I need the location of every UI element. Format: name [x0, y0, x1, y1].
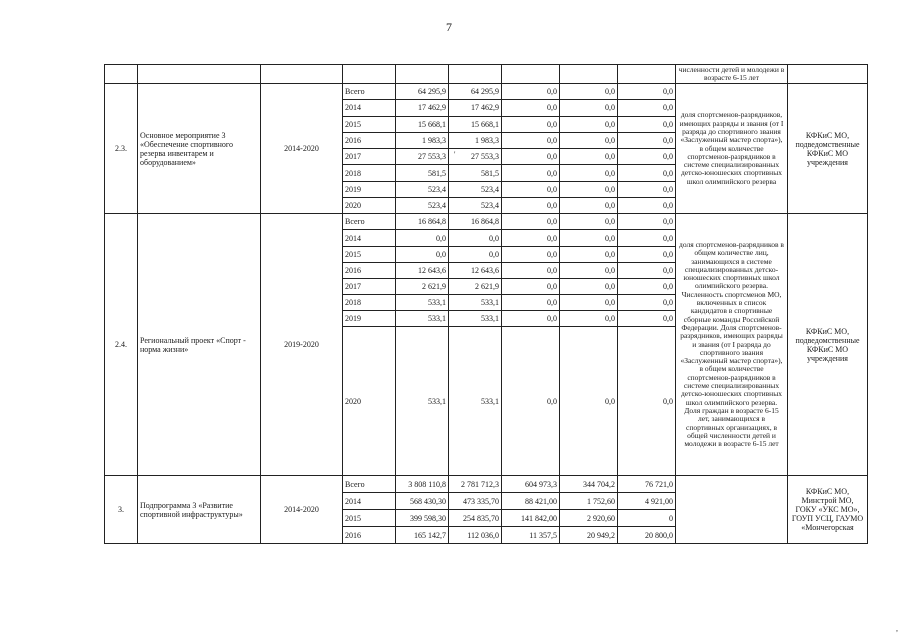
year-cell: 2014	[343, 100, 396, 116]
funding-cell: 0,0	[560, 294, 618, 310]
year-cell: 2020	[343, 327, 396, 476]
funding-cell: 64 295,9	[449, 84, 502, 100]
total-cell: 12 643,6	[396, 262, 449, 278]
funding-cell: 0,0	[502, 100, 560, 116]
year-cell: 2015	[343, 510, 396, 527]
funding-cell: 0,0	[502, 310, 560, 326]
indicator-description: доля спортсменов-разрядников в общем количестве лиц, занимающихся в системе специализированных детско-юношеских спортивных школ олимпийского резерва. Численность спортсменов МО, включенных в список кандидатов в спортивные сборные команды Российской Федерации. Доля спортсменов-разрядников, имеющих разряды и звания (от I разряда до спортивного звания «Заслуженный мастер спорта»), в общем количестве спортсменов-разрядников в системе специализированных детско-юношеских спортивных школ олимпийского резерва. Доля граждан в возрасте 6-15 лет, занимающихся в спортивных организациях, в общей численности детей и молодежи в возрасте 6-15 лет	[676, 214, 788, 476]
funding-cell: 0,0	[502, 327, 560, 476]
total-cell: 17 462,9	[396, 100, 449, 116]
funding-cell: 0,0	[618, 198, 676, 214]
funding-cell: 0,0	[618, 181, 676, 197]
funding-cell: 0,0	[618, 116, 676, 132]
section-index: 2.4.	[105, 214, 138, 476]
funding-cell: 0,0	[560, 310, 618, 326]
year-cell: 2015	[343, 116, 396, 132]
funding-cell: 523,4	[449, 181, 502, 197]
funding-cell: 0,0	[618, 214, 676, 230]
executor-cell: КФКиС МО, подведомственные КФКиС МО учреждения	[788, 214, 868, 476]
year-cell: 2018	[343, 165, 396, 181]
funding-cell: 0,0	[502, 262, 560, 278]
funding-cell: 20 949,2	[560, 527, 618, 544]
funding-cell: 0,0	[502, 246, 560, 262]
year-cell: 2015	[343, 246, 396, 262]
funding-cell: 0,0	[618, 165, 676, 181]
funding-cell: 0,0	[560, 198, 618, 214]
total-cell: 1 983,3	[396, 132, 449, 148]
total-cell: 581,5	[396, 165, 449, 181]
total-cell: 0,0	[396, 230, 449, 246]
funding-cell: 0,0	[618, 84, 676, 100]
funding-cell: 141 842,00	[502, 510, 560, 527]
funding-cell: 0,0	[560, 84, 618, 100]
funding-cell: 0,0	[560, 165, 618, 181]
funding-cell: 20 800,0	[618, 527, 676, 544]
total-cell: 533,1	[396, 310, 449, 326]
funding-cell: 254 835,70	[449, 510, 502, 527]
section-name: Региональный проект «Спорт - норма жизни»	[138, 214, 261, 476]
funding-cell: 0,0	[618, 294, 676, 310]
year-cell: 2018	[343, 294, 396, 310]
funding-cell: 0,0	[618, 278, 676, 294]
total-cell: 568 430,30	[396, 493, 449, 510]
total-cell: 399 598,30	[396, 510, 449, 527]
total-cell: 64 295,9	[396, 84, 449, 100]
funding-cell: 533,1	[449, 294, 502, 310]
funding-cell: 76 721,0	[618, 476, 676, 493]
year-cell: Всего	[343, 476, 396, 493]
year-cell: 2020	[343, 198, 396, 214]
funding-cell: 533,1	[449, 310, 502, 326]
section-period: 2019-2020	[261, 214, 343, 476]
funding-cell: 473 335,70	[449, 493, 502, 510]
funding-cell: 0,0	[618, 149, 676, 165]
funding-cell: 0,0	[502, 149, 560, 165]
funding-cell: 17 462,9	[449, 100, 502, 116]
funding-cell: 0,0	[449, 230, 502, 246]
funding-cell: 0,0	[502, 214, 560, 230]
funding-cell: 0,0	[560, 262, 618, 278]
funding-cell: 533,1	[449, 327, 502, 476]
funding-cell: 0,0	[502, 278, 560, 294]
funding-cell: 0,0	[502, 84, 560, 100]
section-period: 2014-2020	[261, 84, 343, 214]
funding-cell: 0,0	[502, 181, 560, 197]
executor-cell: КФКиС МО, Минстрой МО, ГОКУ «УКС МО», ГОУП УСЦ, ГАУМО «Мончегорская	[788, 476, 868, 544]
year-cell: 2016	[343, 132, 396, 148]
year-cell: 2014	[343, 493, 396, 510]
funding-cell: 0,0	[502, 198, 560, 214]
indicator-description	[676, 476, 788, 544]
program-table	[104, 64, 868, 544]
table-row	[105, 214, 868, 230]
table-row	[105, 84, 868, 100]
funding-cell: 0,0	[502, 294, 560, 310]
funding-cell: 88 421,00	[502, 493, 560, 510]
scan-mark: ,	[896, 624, 898, 633]
year-cell: 2017	[343, 149, 396, 165]
funding-cell: 0,0	[502, 132, 560, 148]
funding-cell: 112 036,0	[449, 527, 502, 544]
funding-cell: 344 704,2	[560, 476, 618, 493]
funding-cell: 0,0	[618, 246, 676, 262]
year-cell: 2019	[343, 181, 396, 197]
funding-cell: 2 781 712,3	[449, 476, 502, 493]
funding-cell: 0,0	[618, 327, 676, 476]
funding-cell: 11 357,5	[502, 527, 560, 544]
indicator-description: доля спортсменов-разрядников, имеющих разряды и звания (от I разряда до спортивного звания «Заслуженный мастер спорта»), в общем количестве спортсменов-разрядников в системе специализированных детско-юношеских спортивных школ олимпийского резерва	[676, 84, 788, 214]
funding-cell: 604 973,3	[502, 476, 560, 493]
funding-cell: 27 553,3	[449, 149, 502, 165]
year-cell: Всего	[343, 84, 396, 100]
funding-cell: 2 920,60	[560, 510, 618, 527]
funding-cell: 0,0	[560, 246, 618, 262]
section-period: 2014-2020	[261, 476, 343, 544]
funding-cell: 2 621,9	[449, 278, 502, 294]
total-cell: 165 142,7	[396, 527, 449, 544]
funding-cell: 0	[618, 510, 676, 527]
funding-cell: 0,0	[618, 310, 676, 326]
funding-cell: 0,0	[560, 116, 618, 132]
total-cell: 533,1	[396, 327, 449, 476]
funding-cell: 0,0	[560, 214, 618, 230]
funding-cell: 0,0	[502, 116, 560, 132]
section-index: 2.3.	[105, 84, 138, 214]
funding-cell: 0,0	[502, 230, 560, 246]
year-cell: 2017	[343, 278, 396, 294]
funding-cell: 15 668,1	[449, 116, 502, 132]
funding-cell: 0,0	[560, 100, 618, 116]
table-row	[105, 65, 868, 84]
funding-cell: 0,0	[618, 262, 676, 278]
total-cell: 15 668,1	[396, 116, 449, 132]
total-cell: 523,4	[396, 198, 449, 214]
funding-cell: 0,0	[560, 132, 618, 148]
total-cell: 0,0	[396, 246, 449, 262]
section-index: 3.	[105, 476, 138, 544]
funding-cell: 1 752,60	[560, 493, 618, 510]
executor-cell: КФКиС МО, подведомственные КФКиС МО учреждения	[788, 84, 868, 214]
funding-cell: 0,0	[560, 149, 618, 165]
year-cell: 2016	[343, 527, 396, 544]
total-cell: 533,1	[396, 294, 449, 310]
year-cell: 2019	[343, 310, 396, 326]
funding-cell: 0,0	[560, 278, 618, 294]
funding-cell: 581,5	[449, 165, 502, 181]
funding-cell: 12 643,6	[449, 262, 502, 278]
section-name: Основное мероприятие 3 «Обеспечение спортивного резерва инвентарем и оборудованием»	[138, 84, 261, 214]
total-cell: 27 553,3	[396, 149, 449, 165]
indicator-description: численности детей и молодежи в возрасте 6-15 лет	[676, 65, 788, 84]
table-row	[105, 476, 868, 493]
total-cell: 523,4	[396, 181, 449, 197]
scan-mark: '	[454, 150, 456, 159]
section-name: Подпрограмма 3 «Развитие спортивной инфраструктуры»	[138, 476, 261, 544]
funding-cell: 0,0	[618, 230, 676, 246]
funding-cell: 16 864,8	[449, 214, 502, 230]
funding-cell: 0,0	[618, 132, 676, 148]
funding-cell: 0,0	[502, 165, 560, 181]
funding-cell: 0,0	[449, 246, 502, 262]
funding-cell: 0,0	[560, 181, 618, 197]
page-number: 7	[446, 20, 452, 34]
funding-cell: 4 921,00	[618, 493, 676, 510]
year-cell: 2014	[343, 230, 396, 246]
total-cell: 3 808 110,8	[396, 476, 449, 493]
funding-cell: 0,0	[560, 230, 618, 246]
funding-cell: 0,0	[560, 327, 618, 476]
year-cell: Всего	[343, 214, 396, 230]
funding-cell: 523,4	[449, 198, 502, 214]
funding-cell: 0,0	[618, 100, 676, 116]
year-cell: 2016	[343, 262, 396, 278]
total-cell: 2 621,9	[396, 278, 449, 294]
funding-cell: 1 983,3	[449, 132, 502, 148]
total-cell: 16 864,8	[396, 214, 449, 230]
